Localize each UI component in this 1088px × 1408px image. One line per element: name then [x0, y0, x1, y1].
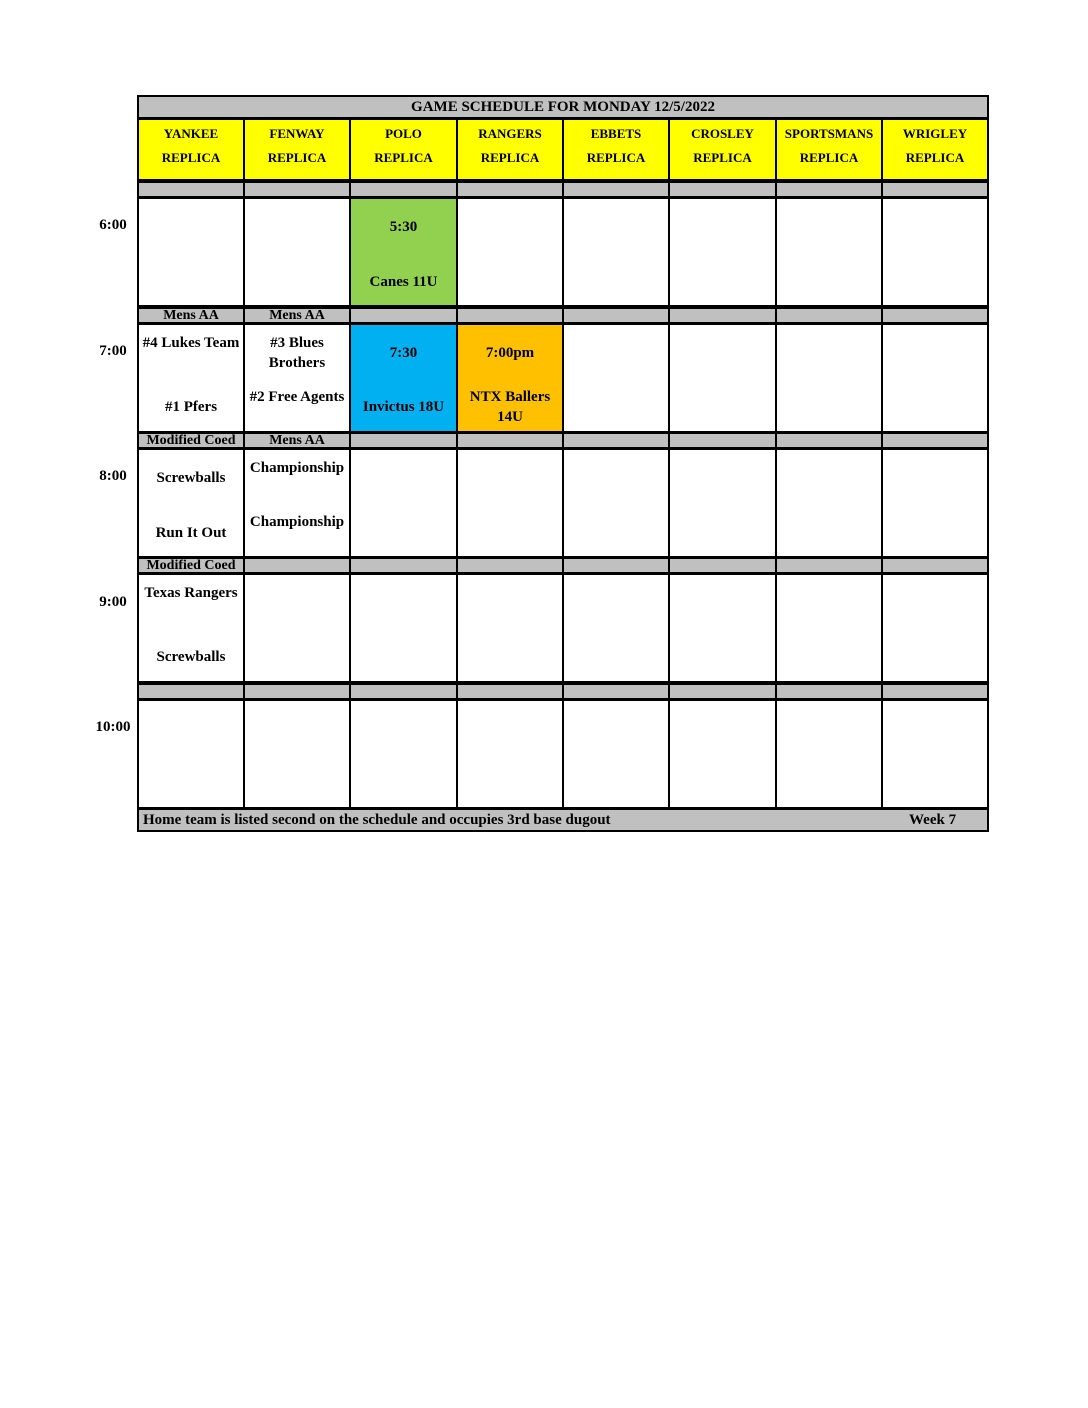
game-time: 7:00pm	[485, 345, 535, 361]
field-name: FENWAY	[269, 126, 325, 141]
field-header-crosley	[668, 118, 777, 181]
team-name: Championship	[249, 514, 345, 530]
division-band	[456, 307, 564, 324]
division-band	[775, 557, 883, 574]
game-slot	[349, 573, 458, 683]
team-name: #1 Pfers	[164, 399, 218, 415]
team-name: Screwballs	[156, 649, 226, 665]
game-slot	[456, 323, 564, 433]
field-sub: REPLICA	[267, 150, 327, 165]
division-band	[775, 432, 883, 449]
game-slot	[243, 699, 351, 809]
division-band	[562, 181, 670, 198]
division-band	[456, 557, 564, 574]
division-band	[881, 181, 989, 198]
game-time: 5:30	[389, 219, 418, 235]
team-name: #3 Blues Brothers	[268, 335, 326, 371]
time-label: 6:00	[99, 217, 127, 233]
division-band	[668, 181, 777, 198]
game-slot	[562, 448, 670, 558]
field-name: EBBETS	[590, 126, 642, 141]
division-band: Mens AA	[137, 307, 245, 324]
division-band	[349, 432, 458, 449]
team-name: Texas Rangers	[144, 585, 238, 601]
game-slot	[137, 197, 245, 307]
team-name: NTX Ballers 14U	[469, 389, 551, 425]
division-band	[881, 307, 989, 324]
week-label: Week 7	[909, 812, 957, 828]
game-slot	[668, 448, 777, 558]
game-slot	[881, 448, 989, 558]
game-slot	[775, 699, 883, 809]
division-band	[243, 181, 351, 198]
division-band	[668, 557, 777, 574]
game-slot	[456, 573, 564, 683]
division-band	[349, 181, 458, 198]
division-band	[562, 307, 670, 324]
game-slot	[668, 323, 777, 433]
game-slot	[881, 197, 989, 307]
time-label: 7:00	[99, 343, 127, 359]
division-band	[243, 557, 351, 574]
game-slot	[243, 448, 351, 558]
game-slot	[243, 323, 351, 433]
field-name: RANGERS	[478, 126, 542, 141]
game-slot	[456, 699, 564, 809]
team-name: Run It Out	[155, 525, 227, 541]
game-slot	[243, 197, 351, 307]
division-band	[562, 432, 670, 449]
field-header-polo	[349, 118, 458, 181]
game-slot	[668, 197, 777, 307]
division-band	[137, 181, 245, 198]
division-band	[243, 683, 351, 700]
game-slot	[456, 448, 564, 558]
field-sub: REPLICA	[480, 150, 540, 165]
field-sub: REPLICA	[799, 150, 859, 165]
game-slot	[349, 197, 458, 307]
division-band: Mens AA	[243, 432, 351, 449]
division-band	[562, 683, 670, 700]
game-slot	[668, 699, 777, 809]
division-band	[562, 557, 670, 574]
game-slot	[775, 448, 883, 558]
team-name: #2 Free Agents	[249, 389, 345, 405]
field-header-sportsmans	[775, 118, 883, 181]
field-name: YANKEE	[163, 126, 219, 141]
game-slot	[562, 323, 670, 433]
game-slot	[243, 573, 351, 683]
team-name: #4 Lukes Team	[142, 335, 240, 351]
game-slot	[137, 699, 245, 809]
division-band: Mens AA	[243, 307, 351, 324]
team-name: Canes 11U	[369, 274, 438, 290]
division-band	[775, 307, 883, 324]
team-name: Screwballs	[156, 470, 226, 486]
field-sub: REPLICA	[374, 150, 433, 165]
game-slot	[668, 573, 777, 683]
field-sub: REPLICA	[693, 150, 752, 165]
game-slot	[349, 448, 458, 558]
game-slot	[562, 573, 670, 683]
field-header-wrigley	[881, 118, 989, 181]
game-slot	[881, 699, 989, 809]
division-band	[456, 683, 564, 700]
game-slot	[349, 323, 458, 433]
division-band	[775, 181, 883, 198]
field-name: CROSLEY	[691, 126, 754, 141]
time-label: 10:00	[95, 719, 131, 735]
game-slot	[775, 197, 883, 307]
division-band: Modified Coed	[137, 557, 245, 574]
division-band	[881, 683, 989, 700]
division-band	[349, 307, 458, 324]
game-time: 7:30	[389, 345, 418, 361]
field-sub: REPLICA	[905, 150, 965, 165]
division-band	[456, 181, 564, 198]
division-band	[349, 683, 458, 700]
division-band	[775, 683, 883, 700]
home-team-note: Home team is listed second on the schedule and occupies 3rd base dugout	[143, 812, 611, 828]
field-name: WRIGLEY	[902, 126, 968, 141]
game-slot	[775, 323, 883, 433]
schedule-title: GAME SCHEDULE FOR MONDAY 12/5/2022	[137, 95, 989, 119]
team-name: Invictus 18U	[362, 399, 445, 415]
division-band: Modified Coed	[137, 432, 245, 449]
division-band	[881, 432, 989, 449]
division-band	[668, 432, 777, 449]
division-band	[456, 432, 564, 449]
field-name: SPORTSMANS	[784, 126, 874, 141]
game-slot	[775, 573, 883, 683]
game-slot	[137, 573, 245, 683]
field-sub: REPLICA	[586, 150, 646, 165]
field-header-yankee	[137, 118, 245, 181]
game-slot	[562, 197, 670, 307]
game-slot	[456, 197, 564, 307]
game-slot	[137, 323, 245, 433]
division-band	[668, 683, 777, 700]
game-slot	[881, 323, 989, 433]
time-label: 9:00	[99, 594, 127, 610]
game-slot	[881, 573, 989, 683]
game-slot	[562, 699, 670, 809]
field-header-ebbets	[562, 118, 670, 181]
field-header-rangers	[456, 118, 564, 181]
division-band	[881, 557, 989, 574]
time-label: 8:00	[99, 468, 127, 484]
footer-bar	[137, 808, 989, 832]
game-slot	[137, 448, 245, 558]
division-band	[349, 557, 458, 574]
team-name: Championship	[249, 460, 345, 476]
division-band	[137, 683, 245, 700]
field-sub: REPLICA	[161, 150, 221, 165]
field-header-fenway	[243, 118, 351, 181]
game-slot	[349, 699, 458, 809]
field-name: POLO	[385, 126, 422, 141]
division-band	[668, 307, 777, 324]
